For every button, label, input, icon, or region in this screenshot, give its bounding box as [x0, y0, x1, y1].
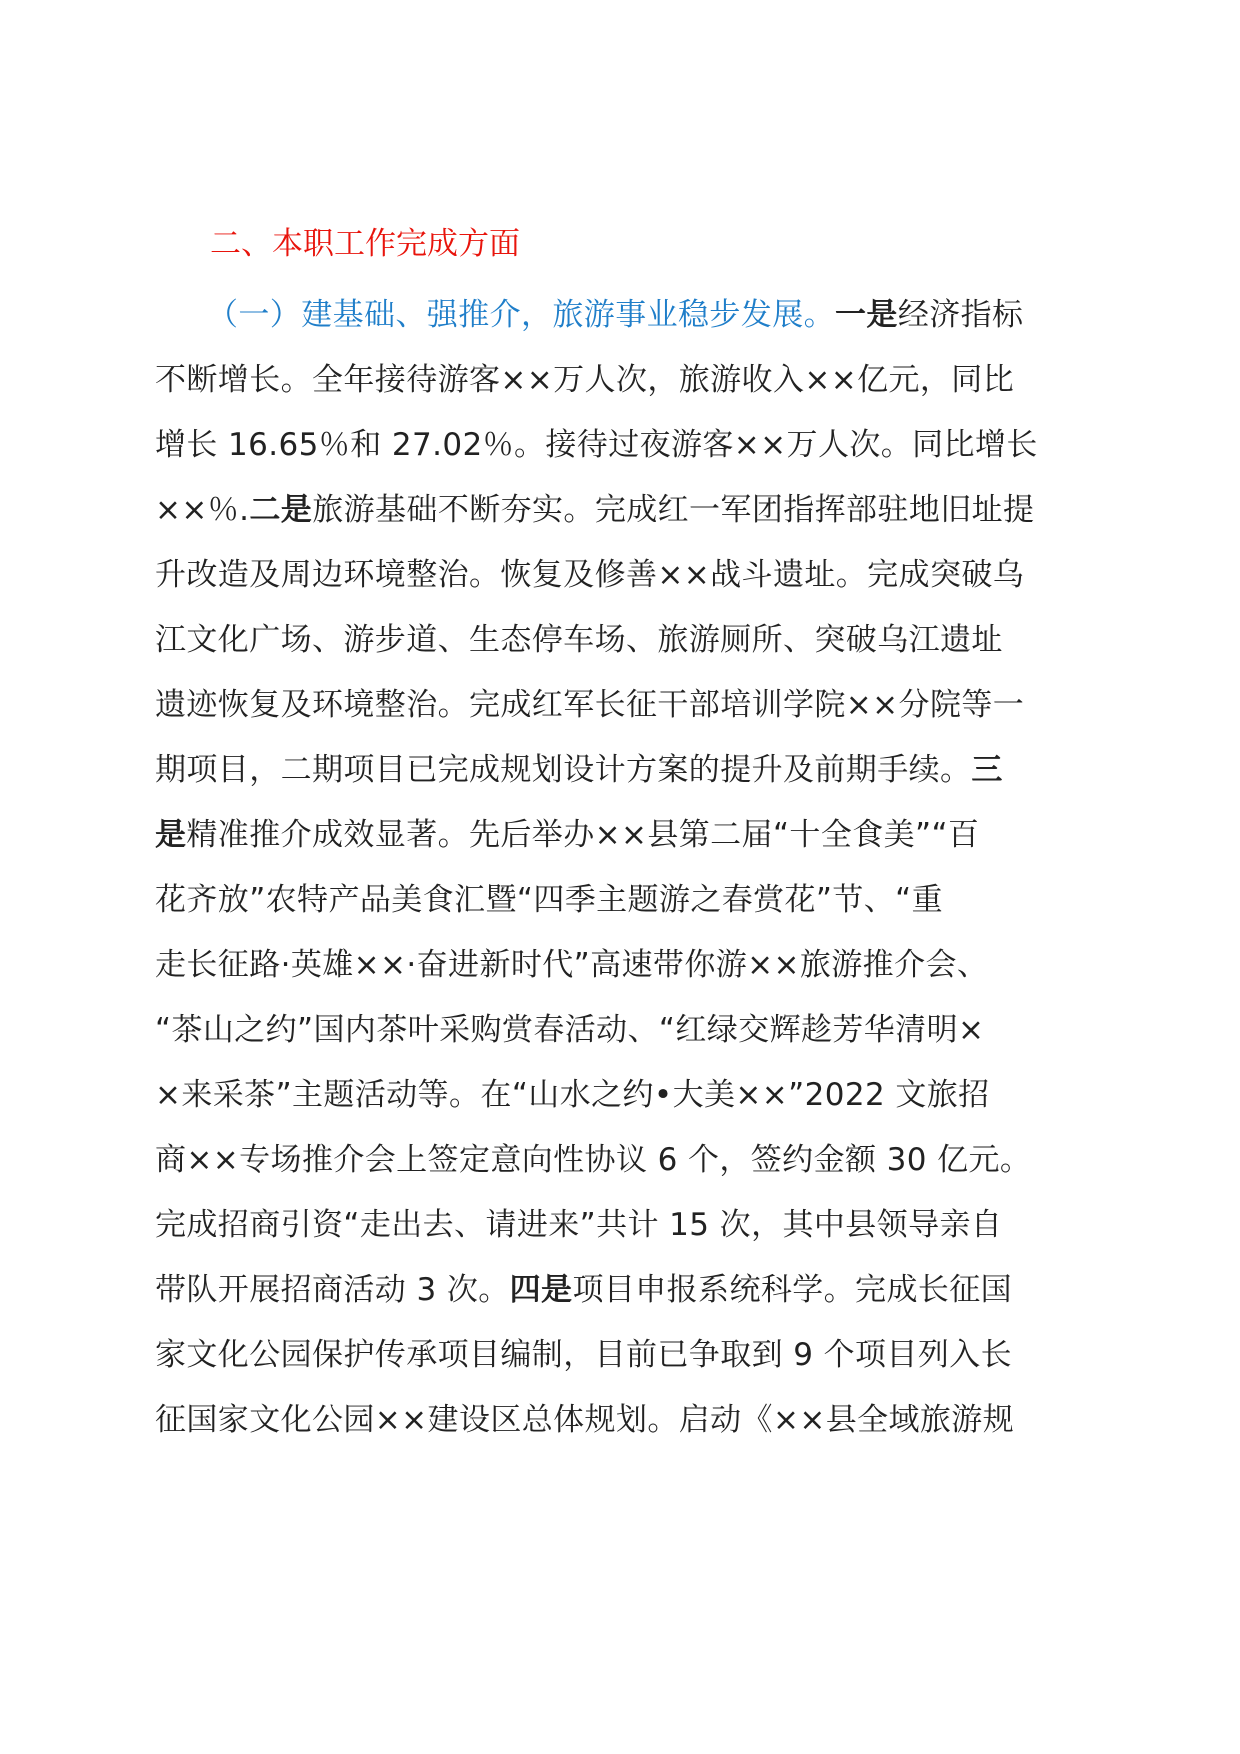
- bold-marker: 是: [155, 817, 187, 853]
- paragraph-line-1: [155, 283, 1085, 348]
- paragraph-line-12: [155, 998, 1085, 1063]
- bold-marker: 二是: [249, 492, 313, 528]
- subsection-heading: （一）建基础、强推介，旅游事业稳步发展。: [207, 297, 835, 333]
- paragraph-line-8: [155, 738, 1085, 803]
- paragraph-line-18: [155, 1388, 1085, 1453]
- body-paragraph: [155, 283, 1085, 1453]
- paragraph-line-11: [155, 933, 1085, 998]
- paragraph-line-15: [155, 1193, 1085, 1258]
- paragraph-line-17: [155, 1323, 1085, 1388]
- paragraph-line-6: [155, 608, 1085, 673]
- line-text: 走长征路·英雄××·奋进新时代”高速带你游××旅游推介会、: [155, 947, 989, 983]
- bold-marker: 三: [971, 752, 1003, 788]
- paragraph-line-9: [155, 803, 1085, 868]
- bold-marker: 四是: [509, 1272, 573, 1308]
- line-text: 商××专场推介会上签定意向性协议 6 个，签约金额 30 亿元。: [155, 1142, 1032, 1178]
- paragraph-line-14: [155, 1128, 1085, 1193]
- section-heading: 二、本职工作完成方面: [210, 226, 520, 262]
- paragraph-line-16: [155, 1258, 1085, 1323]
- line-text: 江文化广场、游步道、生态停车场、旅游厕所、突破乌江遗址: [155, 622, 1003, 658]
- line-text: “茶山之约”国内茶叶采购赏春活动、“红绿交辉趁芳华清明×: [155, 1012, 985, 1048]
- line-text: 期项目，二期项目已完成规划设计方案的提升及前期手续。: [155, 752, 972, 788]
- paragraph-line-5: [155, 543, 1085, 608]
- line-text: 经济指标: [897, 297, 1024, 333]
- line-text: 完成招商引资“走出去、请进来”共计 15 次，其中县领导亲自: [155, 1207, 1003, 1243]
- line-text: 旅游基础不断夯实。完成红一军团指挥部驻地旧址提: [312, 492, 1035, 528]
- line-text: 遗迹恢复及环境整治。完成红军长征干部培训学院××分院等一: [155, 687, 1025, 723]
- paragraph-line-10: [155, 868, 1085, 933]
- line-text: 带队开展招商活动 3 次。: [155, 1272, 510, 1308]
- line-text: 升改造及周边环境整治。恢复及修善××战斗遗址。完成突破乌: [155, 557, 1025, 593]
- line-text: 项目申报系统科学。完成长征国: [572, 1272, 1013, 1308]
- paragraph-line-3: [155, 413, 1085, 478]
- paragraph-line-13: [155, 1063, 1085, 1128]
- line-text: 花齐放”农特产品美食汇暨“四季主题游之春赏花”节、“重: [155, 882, 944, 918]
- line-text: ×来采茶”主题活动等。在“山水之约•大美××”2022 文旅招: [155, 1077, 990, 1113]
- line-text: 不断增长。全年接待游客××万人次，旅游收入××亿元，同比: [155, 362, 1015, 398]
- paragraph-line-2: [155, 348, 1085, 413]
- paragraph-line-4: [155, 478, 1085, 543]
- line-text: 家文化公园保护传承项目编制，目前已争取到 9 个项目列入长: [155, 1337, 1013, 1373]
- line-text: ××％.: [155, 492, 250, 528]
- line-text: 征国家文化公园××建设区总体规划。启动《××县全域旅游规: [155, 1402, 1015, 1438]
- line-text: 精准推介成效显著。先后举办××县第二届“十全食美”“百: [186, 817, 980, 853]
- bold-marker: 一是: [835, 297, 898, 333]
- line-text: 增长 16.65％和 27.02％。接待过夜游客××万人次。同比增长: [155, 427, 1038, 463]
- paragraph-line-7: [155, 673, 1085, 738]
